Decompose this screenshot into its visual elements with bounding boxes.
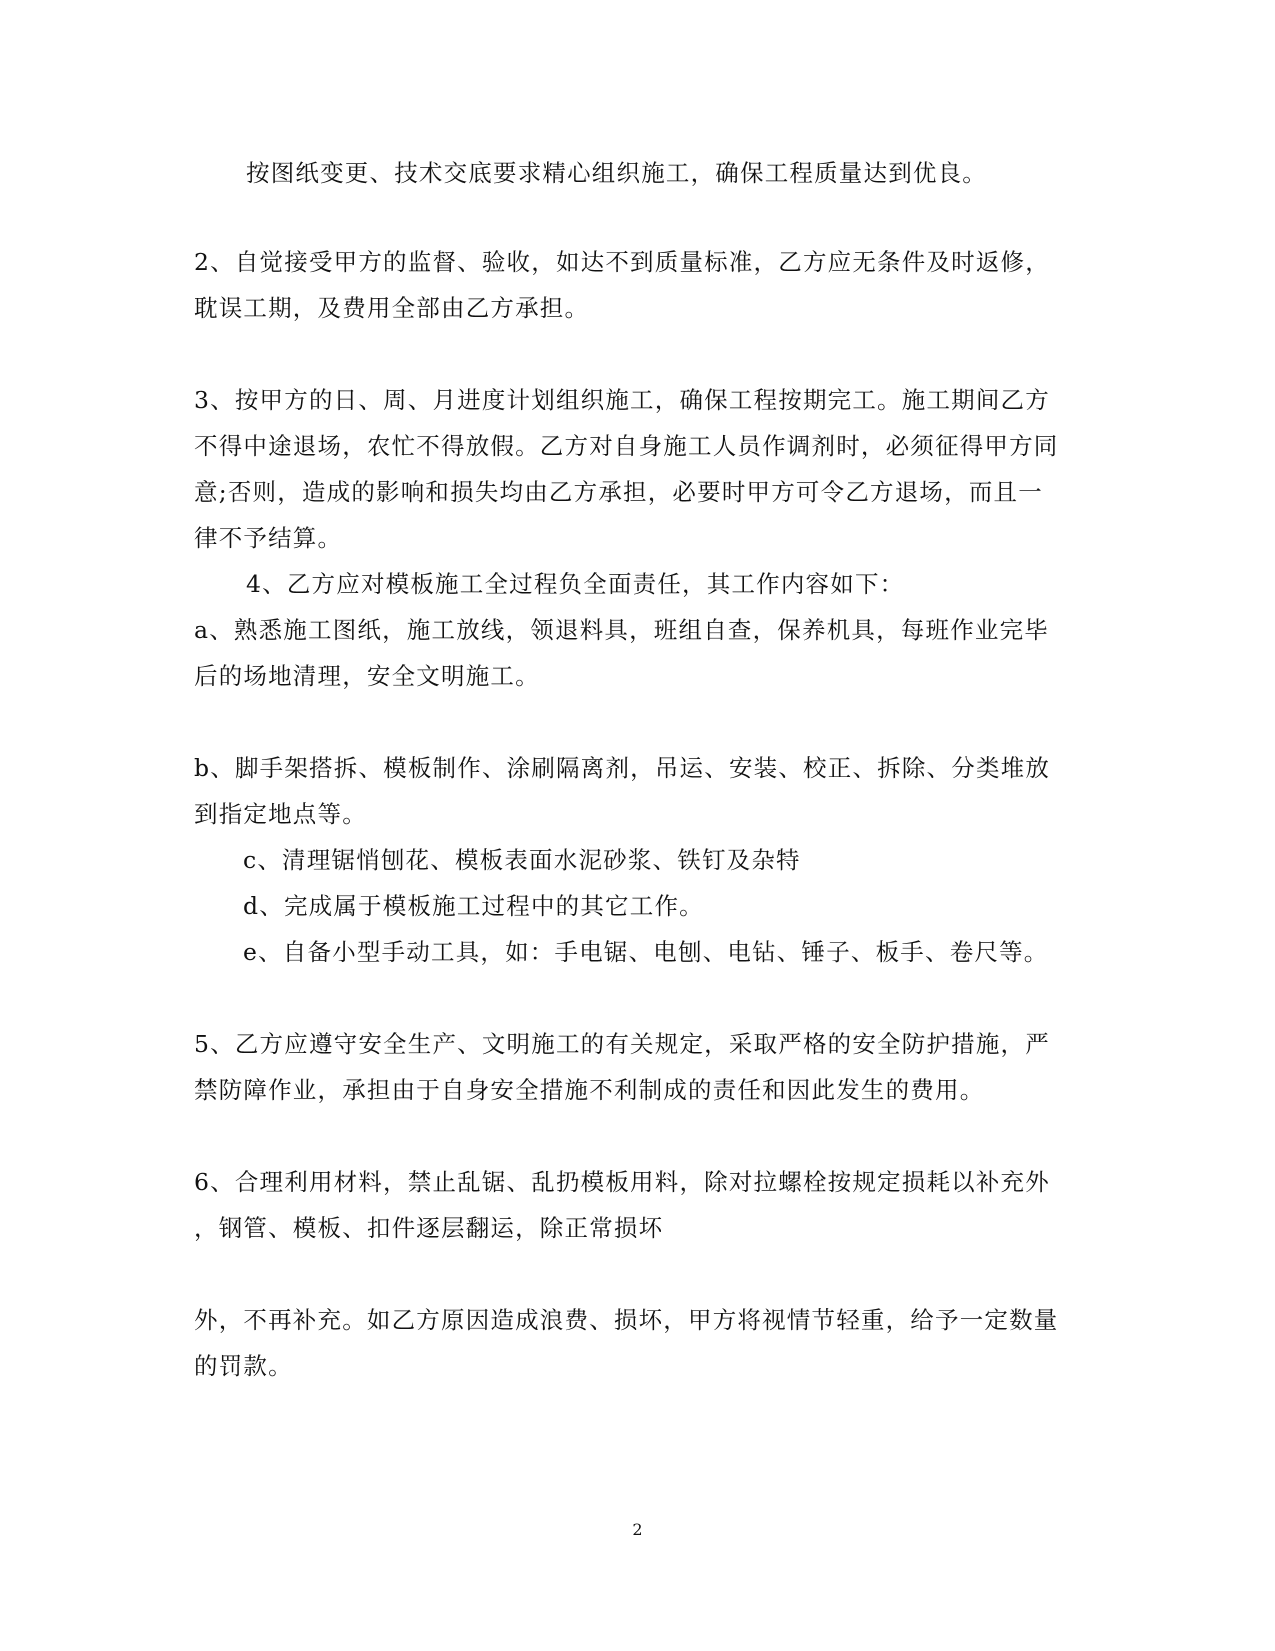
- paragraph-line: 后的场地清理，安全文明施工。: [194, 662, 540, 690]
- paragraph-line: 禁防障作业，承担由于自身安全措施不利制成的责任和因此发生的费用。: [194, 1076, 985, 1104]
- paragraph-line: 不得中途退场，农忙不得放假。乙方对自身施工人员作调剂时，必须征得甲方同: [194, 432, 1059, 460]
- paragraph-line: 到指定地点等。: [194, 800, 367, 828]
- paragraph-line: 耽误工期，及费用全部由乙方承担。: [194, 294, 590, 322]
- page-number: 2: [632, 1520, 643, 1539]
- paragraph-line: c、清理锯悄刨花、模板表面水泥砂浆、铁钉及杂特: [243, 846, 801, 874]
- paragraph-line: a、熟悉施工图纸，施工放线，领退料具，班组自查，保养机具，每班作业完毕: [194, 616, 1050, 644]
- paragraph-line: 外，不再补充。如乙方原因造成浪费、损坏，甲方将视情节轻重，给予一定数量: [194, 1306, 1059, 1334]
- paragraph-line: 2、自觉接受甲方的监督、验收，如达不到质量标准，乙方应无条件及时返修，: [194, 248, 1050, 276]
- paragraph-line: 的罚款。: [194, 1352, 293, 1380]
- paragraph-line: 按图纸变更、技术交底要求精心组织施工，确保工程质量达到优良。: [246, 159, 987, 187]
- paragraph-line: ，钢管、模板、扣件逐层翻运，除正常损坏: [194, 1214, 664, 1242]
- paragraph-line: 6、合理利用材料，禁止乱锯、乱扔模板用料，除对拉螺栓按规定损耗以补充外: [194, 1168, 1050, 1196]
- paragraph-line: d、完成属于模板施工过程中的其它工作。: [243, 892, 704, 920]
- paragraph-line: e、自备小型手动工具，如：手电锯、电刨、电钻、锤子、板手、卷尺等。: [243, 938, 1049, 966]
- paragraph-line: 5、乙方应遵守安全生产、文明施工的有关规定，采取严格的安全防护措施，严: [194, 1030, 1050, 1058]
- paragraph-line: b、脚手架搭拆、模板制作、涂刷隔离剂，吊运、安装、校正、拆除、分类堆放: [194, 754, 1051, 782]
- paragraph-line: 意;否则，造成的影响和损失均由乙方承担，必要时甲方可令乙方退场，而且一: [194, 478, 1043, 506]
- paragraph-line: 3、按甲方的日、周、月进度计划组织施工，确保工程按期完工。施工期间乙方: [194, 386, 1050, 414]
- paragraph-line: 4、乙方应对模板施工全过程负全面责任，其工作内容如下：: [246, 570, 905, 598]
- paragraph-line: 律不予结算。: [194, 524, 343, 552]
